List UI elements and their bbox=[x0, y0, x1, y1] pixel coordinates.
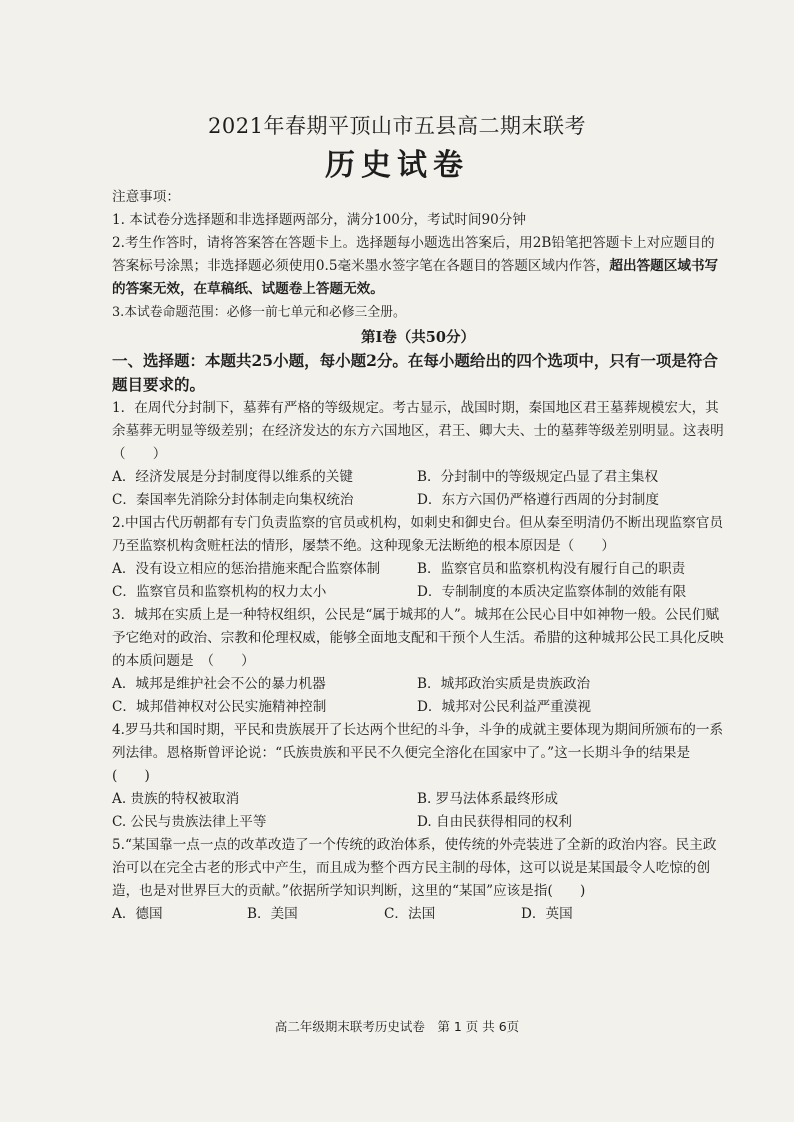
note-item-2 bbox=[112, 232, 724, 301]
question-4 bbox=[112, 719, 724, 834]
option-b: B．监察官员和监察机构没有履行自己的职责 bbox=[417, 561, 686, 577]
question-5 bbox=[112, 834, 724, 926]
question-1 bbox=[112, 397, 724, 512]
option-a: A．德国 bbox=[112, 906, 163, 922]
option-b: B．美国 bbox=[247, 906, 298, 922]
note-item-1: 1. 本试卷分选择题和非选择题两部分，满分100分，考试时间90分钟 bbox=[112, 212, 526, 228]
question-2 bbox=[112, 512, 724, 604]
question-stem: 2.中国古代历朝都有专门负责监察的官员或机构，如刺史和御史台。但从秦至明清仍不断出现监察官员乃至监察机构贪赃枉法的情形，屡禁不绝。这种现象无法断绝的根本原因是（ ） bbox=[112, 515, 724, 554]
question-3 bbox=[112, 604, 724, 719]
option-list bbox=[112, 903, 724, 926]
part-instruction: 一、选择题：本题共25小题，每小题2分。在每小题给出的四个选项中，只有一项是符合题目要求的。 bbox=[112, 351, 718, 394]
question-stem: 1．在周代分封制下，墓葬有严格的等级规定。考古显示，战国时期，秦国地区君王墓葬规模宏大，其余墓葬无明显等级差别；在经济发达的东方六国地区，君王、卿大夫、士的墓葬等级差别明显。这表明（ ） bbox=[112, 400, 724, 462]
question-stem: 4.罗马共和国时期，平民和贵族展开了长达两个世纪的斗争，斗争的成就主要体现为期间所颁布的一系列法律。恩格斯曾评论说：“氏族贵族和平民不久便完全溶化在国家中了。”这一长期斗争的结果是( ) bbox=[112, 722, 724, 784]
option-list bbox=[112, 673, 724, 719]
option-b: B．分封制中的等级规定凸显了君主集权 bbox=[417, 469, 659, 485]
option-c: C．秦国率先消除分封体制走向集权统治 bbox=[112, 492, 354, 508]
notes-block bbox=[112, 186, 724, 324]
page-footer: 高二年级期末联考历史试卷 第 1 页 共 6页 bbox=[274, 1019, 520, 1034]
option-c: C．监察官员和监察机构的权力太小 bbox=[112, 584, 327, 600]
question-stem: 3．城邦在实质上是一种特权组织，公民是“属于城邦的人”。城邦在公民心目中如神物一般。公民们赋予它绝对的政治、宗教和伦理权威，能够全面地支配和干预个人生活。希腊的这种城邦公民工具化反映的本质问题是 （ ） bbox=[112, 607, 724, 669]
option-list bbox=[112, 466, 724, 512]
option-d: D．英国 bbox=[521, 906, 573, 922]
exam-content bbox=[112, 186, 724, 926]
option-d: D．城邦对公民利益严重漠视 bbox=[417, 699, 592, 715]
option-d: D．东方六国仍严格遵行西周的分封制度 bbox=[417, 492, 659, 508]
exam-title: 2021年春期平顶山市五县高二期末联考 bbox=[208, 114, 586, 138]
section-title: 第Ⅰ卷（共50分） bbox=[361, 329, 475, 346]
option-c: C．城邦借神权对公民实施精神控制 bbox=[112, 699, 327, 715]
option-b: B．城邦政治实质是贵族政治 bbox=[417, 676, 591, 692]
question-stem: 5.“某国靠一点一点的改革改造了一个传统的政治体系，使传统的外壳装进了全新的政治内容。民主政治可以在完全古老的形式中产生，而且成为整个西方民主制的母体，这可以说是某国最令人吃惊的创造，也是对世界巨大的贡献。”依据所学知识判断，这里的“某国”应该是指( ) bbox=[112, 837, 717, 899]
option-b: B. 罗马法体系最终形成 bbox=[417, 791, 558, 807]
note-item-2-warning: 超出答题区域书写的答案无效，在草稿纸、试题卷上答题无效。 bbox=[112, 258, 719, 297]
option-a: A．经济发展是分封制度得以维系的关键 bbox=[112, 469, 353, 485]
option-d: D. 自由民获得相同的权利 bbox=[417, 814, 572, 830]
option-a: A．没有设立相应的惩治措施来配合监察体制 bbox=[112, 561, 381, 577]
option-d: D．专制制度的本质决定监察体制的效能有限 bbox=[417, 584, 687, 600]
exam-subject: 历史试卷 bbox=[325, 148, 469, 183]
option-c: C. 公民与贵族法律上平等 bbox=[112, 814, 267, 830]
notes-heading: 注意事项： bbox=[112, 189, 180, 205]
note-item-3: 3.本试卷命题范围：必修一前七单元和必修三全册。 bbox=[112, 305, 406, 320]
option-c: C．法国 bbox=[384, 906, 436, 922]
option-a: A．城邦是维护社会不公的暴力机器 bbox=[112, 676, 326, 692]
note-item-2-text: 2.考生作答时，请将答案答在答题卡上。选择题每小题选出答案后，用2B铅笔把答题卡上对应题目的答案标号涂黑；非选择题必须使用0.5毫米墨水签字笔在各题目的答题区域内作答， bbox=[112, 235, 715, 274]
option-list bbox=[112, 558, 724, 604]
option-a: A. 贵族的特权被取消 bbox=[112, 791, 240, 807]
option-list bbox=[112, 788, 724, 834]
